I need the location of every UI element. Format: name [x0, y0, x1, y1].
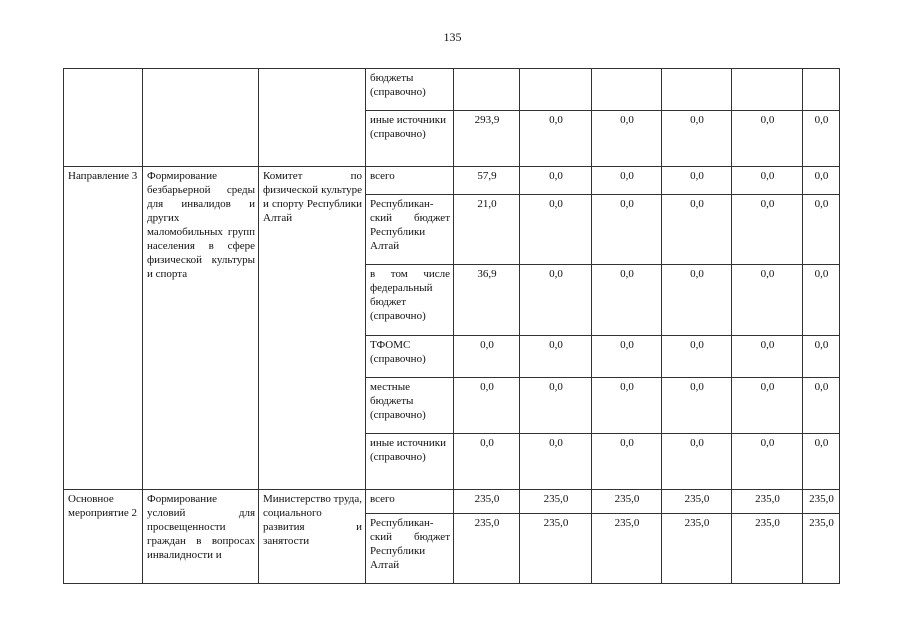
value-cell: 235,0 [803, 514, 840, 584]
value-cell: 235,0 [662, 514, 732, 584]
source-cell: всего [366, 490, 454, 514]
value-cell: 0,0 [592, 265, 662, 336]
value-cell: 0,0 [454, 378, 520, 434]
value-cell [803, 69, 840, 111]
value-cell: 0,0 [520, 336, 592, 378]
value-cell: 0,0 [592, 378, 662, 434]
name-cell [143, 69, 259, 167]
source-cell: иные источники (справочно) [366, 434, 454, 490]
budget-table [63, 68, 840, 584]
value-cell: 0,0 [520, 195, 592, 265]
value-cell: 235,0 [662, 490, 732, 514]
source-cell: местные бюджеты (справочно) [366, 378, 454, 434]
page-number: 135 [443, 30, 462, 44]
value-cell: 235,0 [732, 490, 803, 514]
value-cell: 0,0 [732, 195, 803, 265]
value-cell: 0,0 [662, 336, 732, 378]
value-cell: 0,0 [454, 434, 520, 490]
value-cell: 0,0 [662, 265, 732, 336]
value-cell: 0,0 [592, 195, 662, 265]
name-cell: Формирование условий для просвещенности граждан в вопросах инвалидности и [143, 490, 259, 584]
value-cell: 0,0 [732, 434, 803, 490]
value-cell: 235,0 [520, 514, 592, 584]
value-cell: 235,0 [592, 490, 662, 514]
value-cell: 0,0 [520, 378, 592, 434]
value-cell: 0,0 [520, 434, 592, 490]
value-cell: 21,0 [454, 195, 520, 265]
source-cell: всего [366, 167, 454, 195]
value-cell: 235,0 [520, 490, 592, 514]
executor-cell: Комитет по физической культуре и спорту Республики Алтай [259, 167, 366, 490]
value-cell: 235,0 [454, 514, 520, 584]
value-cell: 0,0 [454, 336, 520, 378]
source-cell: Республикан-ский бюджет Республики Алтай [366, 514, 454, 584]
name-cell: Формирование безбарьерной среды для инвалидов и других маломобильных групп населения в сфере физической культуры и спорта [143, 167, 259, 490]
value-cell: 0,0 [732, 167, 803, 195]
table-row [64, 490, 840, 514]
executor-cell [259, 69, 366, 167]
value-cell: 0,0 [592, 434, 662, 490]
value-cell: 293,9 [454, 111, 520, 167]
direction-cell [64, 69, 143, 167]
direction-cell: Направление 3 [64, 167, 143, 490]
value-cell: 235,0 [732, 514, 803, 584]
direction-cell: Основное мероприятие 2 [64, 490, 143, 584]
value-cell [732, 69, 803, 111]
value-cell: 0,0 [803, 265, 840, 336]
value-cell: 57,9 [454, 167, 520, 195]
value-cell [520, 69, 592, 111]
value-cell: 0,0 [662, 195, 732, 265]
value-cell: 0,0 [803, 378, 840, 434]
value-cell: 0,0 [732, 336, 803, 378]
value-cell: 0,0 [732, 378, 803, 434]
table-row [64, 69, 840, 111]
table-row [64, 167, 840, 195]
value-cell: 0,0 [732, 265, 803, 336]
value-cell: 0,0 [520, 111, 592, 167]
value-cell: 0,0 [592, 336, 662, 378]
value-cell: 0,0 [803, 195, 840, 265]
value-cell: 36,9 [454, 265, 520, 336]
source-cell: ТФОМС (справочно) [366, 336, 454, 378]
value-cell: 0,0 [732, 111, 803, 167]
value-cell [454, 69, 520, 111]
value-cell: 0,0 [803, 434, 840, 490]
value-cell: 0,0 [662, 111, 732, 167]
source-cell: бюджеты (справочно) [366, 69, 454, 111]
value-cell: 0,0 [803, 111, 840, 167]
source-cell: Республикан-ский бюджет Республики Алтай [366, 195, 454, 265]
value-cell: 235,0 [803, 490, 840, 514]
source-cell: иные источники (справочно) [366, 111, 454, 167]
source-cell: в том числе федеральный бюджет (справочно) [366, 265, 454, 336]
value-cell: 0,0 [592, 167, 662, 195]
executor-cell: Министерство труда, социального развития и занятости [259, 490, 366, 584]
value-cell: 235,0 [454, 490, 520, 514]
value-cell: 0,0 [662, 434, 732, 490]
value-cell [662, 69, 732, 111]
value-cell: 0,0 [520, 265, 592, 336]
value-cell: 0,0 [803, 336, 840, 378]
value-cell: 235,0 [592, 514, 662, 584]
value-cell: 0,0 [662, 378, 732, 434]
value-cell: 0,0 [803, 167, 840, 195]
value-cell: 0,0 [520, 167, 592, 195]
value-cell: 0,0 [662, 167, 732, 195]
value-cell: 0,0 [592, 111, 662, 167]
value-cell [592, 69, 662, 111]
